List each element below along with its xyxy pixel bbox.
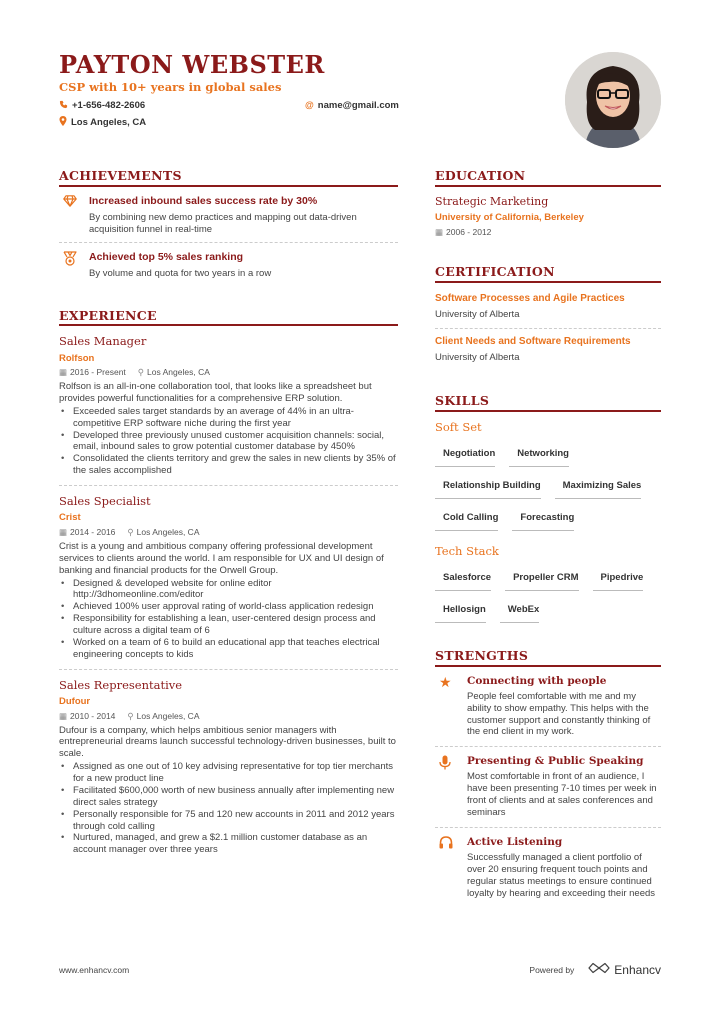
- achievement-desc: By volume and quota for two years in a row: [89, 267, 272, 279]
- brand-name: Enhancv: [614, 962, 661, 977]
- skill-tag: Salesforce: [435, 562, 491, 591]
- calendar-icon: ▦: [435, 227, 444, 238]
- job-title: Sales Representative: [59, 677, 183, 692]
- certification-name: Software Processes and Agile Practices: [435, 292, 625, 304]
- phone-icon: [59, 100, 68, 112]
- job-bullet: • Achieved 100% user approval rating of world-class application redesign: [59, 601, 398, 613]
- achievement-item: [59, 242, 398, 286]
- location-row: [59, 116, 559, 129]
- achievements-title: ACHIEVEMENTS: [59, 168, 398, 187]
- at-icon: @: [305, 100, 314, 111]
- phone-number: +1-656-482-2606: [72, 99, 146, 111]
- phone-contact: [59, 100, 305, 112]
- brand-logo[interactable]: [588, 962, 661, 978]
- job-company: Crist: [59, 512, 81, 524]
- job-description: Rolfson is an all-in-one collaboration tool, that looks like a spreadsheet but provides powerful functionalities for a comprehensive ERP solution.: [59, 381, 372, 404]
- location-pin-icon: ⚲: [127, 527, 134, 538]
- skill-tag: Propeller CRM: [505, 562, 578, 591]
- tech-stack-tags: [435, 562, 661, 626]
- skill-tag: Maximizing Sales: [555, 470, 642, 499]
- skill-tag: Pipedrive: [593, 562, 644, 591]
- skill-tag: Forecasting: [512, 502, 574, 531]
- medal-icon: [63, 251, 79, 280]
- job-bullets: [59, 578, 398, 661]
- location-contact: [59, 116, 146, 129]
- candidate-name: PAYTON WEBSTER: [59, 50, 325, 79]
- job-location: ⚲ Los Angeles, CA: [127, 527, 200, 538]
- strength-title: Active Listening: [467, 835, 563, 848]
- education-dates: ▦ 2006 - 2012: [435, 227, 492, 238]
- job-title: Sales Manager: [59, 334, 147, 349]
- email-contact[interactable]: [305, 100, 399, 112]
- email-address[interactable]: name@gmail.com: [317, 99, 399, 111]
- certification-issuer: University of Alberta: [435, 352, 520, 364]
- skill-tag: WebEx: [500, 594, 540, 623]
- calendar-icon: ▦: [59, 367, 68, 378]
- job-description: Crist is a young and ambitious company offering professional development services to clients around the world. I am responsible for UX and UI design of banking and financial products for the Orwell Group.: [59, 540, 384, 576]
- achievement-title: Increased inbound sales success rate by 30%: [89, 194, 318, 207]
- education-school: University of California, Berkeley: [435, 212, 584, 224]
- calendar-icon: ▦: [59, 710, 68, 721]
- achievement-title: Achieved top 5% sales ranking: [89, 250, 244, 263]
- enhancv-logo-icon: [588, 962, 610, 978]
- job-bullet: • Worked on a team of 6 to build an educational app that teaches electrical engineering concepts to kids: [59, 637, 398, 661]
- job-entry: [59, 669, 398, 865]
- skill-tag: Relationship Building: [435, 470, 541, 499]
- job-description: Dufour is a company, which helps ambitious senior managers with entrepreneurial dreams launch successful technology-driven businesses, built to scale.: [59, 724, 396, 760]
- strength-desc: Successfully managed a client portfolio of over 20 ensuring frequent touch points and regular status meetings to ensure continued loyalty by hearing and exceeding their needs: [467, 852, 656, 899]
- page-footer: [59, 962, 661, 978]
- job-bullet: • Facilitated $600,000 worth of new business annually after implementing new direct sales strategy: [59, 785, 398, 809]
- education-meta: [435, 227, 661, 238]
- achievement-desc: By combining new demo practices and mapping out data-driven acquisition funnel in real-time: [89, 211, 357, 235]
- headphones-icon: [439, 836, 455, 900]
- skill-tag: Hellosign: [435, 594, 486, 623]
- job-bullet: • Nurtured, managed, and grew a $2.1 million customer database as an account manager over three years: [59, 832, 398, 856]
- location-pin-icon: [59, 116, 67, 129]
- tech-stack-title: Tech Stack: [435, 543, 499, 558]
- calendar-icon: ▦: [59, 527, 68, 538]
- job-entry: [59, 485, 398, 669]
- job-bullet: • Assigned as one out of 10 key advising representative for top tier merchants for a new product line: [59, 761, 398, 785]
- job-meta: [59, 711, 398, 722]
- microphone-icon: [439, 755, 455, 819]
- diamond-icon: [63, 195, 79, 236]
- strength-desc: Most comfortable in front of an audience, I have been presenting 7-10 times per week in front of clients and at sales conferences and seminars: [467, 771, 657, 818]
- skill-tag: Negotiation: [435, 438, 495, 467]
- job-bullet: • Consolidated the clients territory and grew the sales in new clients by 35% of the sales accomplished: [59, 453, 398, 477]
- job-dates: ▦ 2014 - 2016: [59, 527, 116, 538]
- job-dates: ▦ 2010 - 2014: [59, 710, 116, 721]
- job-location: ⚲ Los Angeles, CA: [137, 367, 210, 378]
- contact-row: [59, 100, 559, 112]
- right-column: [435, 168, 661, 908]
- certification-title: CERTIFICATION: [435, 264, 661, 283]
- left-column: [59, 168, 398, 864]
- job-bullet: • Personally responsible for 75 and 120 new accounts in 2011 and 2012 years through cold calling: [59, 809, 398, 833]
- strength-item: [435, 667, 661, 747]
- powered-by: [529, 962, 661, 978]
- location-text: Los Angeles, CA: [71, 116, 147, 128]
- profile-photo: [565, 52, 661, 148]
- star-icon: ★: [439, 673, 452, 690]
- job-meta: [59, 527, 398, 538]
- job-bullet: • Exceeded sales target standards by an average of 44% in an ultra-competitive ERP software niche during the first year: [59, 406, 398, 430]
- candidate-tagline: CSP with 10+ years in global sales: [59, 80, 282, 95]
- website-link[interactable]: www.enhancv.com: [59, 964, 130, 975]
- strengths-title: STRENGTHS: [435, 648, 661, 667]
- job-bullet: • Responsibility for establishing a lean, user-centered design process and culture across a digital team of 6: [59, 613, 398, 637]
- location-pin-icon: ⚲: [127, 710, 134, 721]
- skill-tag: Networking: [509, 438, 569, 467]
- powered-by-label: Powered by: [529, 964, 575, 975]
- skill-tag: Cold Calling: [435, 502, 498, 531]
- education-title: EDUCATION: [435, 168, 661, 187]
- certification-item: [435, 328, 661, 371]
- experience-title: EXPERIENCE: [59, 308, 398, 327]
- job-meta: [59, 367, 398, 378]
- job-entry: [59, 326, 398, 485]
- job-title: Sales Specialist: [59, 494, 151, 508]
- strength-item: [435, 746, 661, 827]
- soft-skills-title: Soft Set: [435, 419, 482, 434]
- skills-title: SKILLS: [435, 393, 661, 412]
- achievement-item: [59, 187, 398, 242]
- strength-title: Connecting with people: [467, 674, 607, 687]
- strength-title: Presenting & Public Speaking: [467, 755, 644, 768]
- job-company: Dufour: [59, 696, 91, 707]
- job-bullets: [59, 406, 398, 477]
- education-degree: Strategic Marketing: [435, 194, 549, 208]
- job-dates: ▦ 2016 - Present: [59, 367, 126, 378]
- soft-skills-tags: [435, 438, 661, 534]
- job-bullet: • Designed & developed website for online editor http://3dhomeonline.com/editor: [59, 578, 398, 602]
- job-location: ⚲ Los Angeles, CA: [127, 710, 200, 721]
- resume-header: [59, 52, 559, 129]
- certification-item: [435, 283, 661, 328]
- location-pin-icon: ⚲: [137, 367, 145, 378]
- job-bullets: [59, 761, 398, 856]
- job-bullet: • Developed three previously unused customer acquisition channels: social, email, inbound sales to grow potential customer database by 450%: [59, 430, 398, 454]
- job-company: Rolfson: [59, 352, 95, 364]
- strength-desc: People feel comfortable with me and my ability to show empathy. This helps with the customer support and constantly thinking of the end client in my work.: [467, 690, 651, 738]
- certification-name: Client Needs and Software Requirements: [435, 335, 631, 347]
- strength-item: [435, 827, 661, 908]
- certification-issuer: University of Alberta: [435, 309, 520, 320]
